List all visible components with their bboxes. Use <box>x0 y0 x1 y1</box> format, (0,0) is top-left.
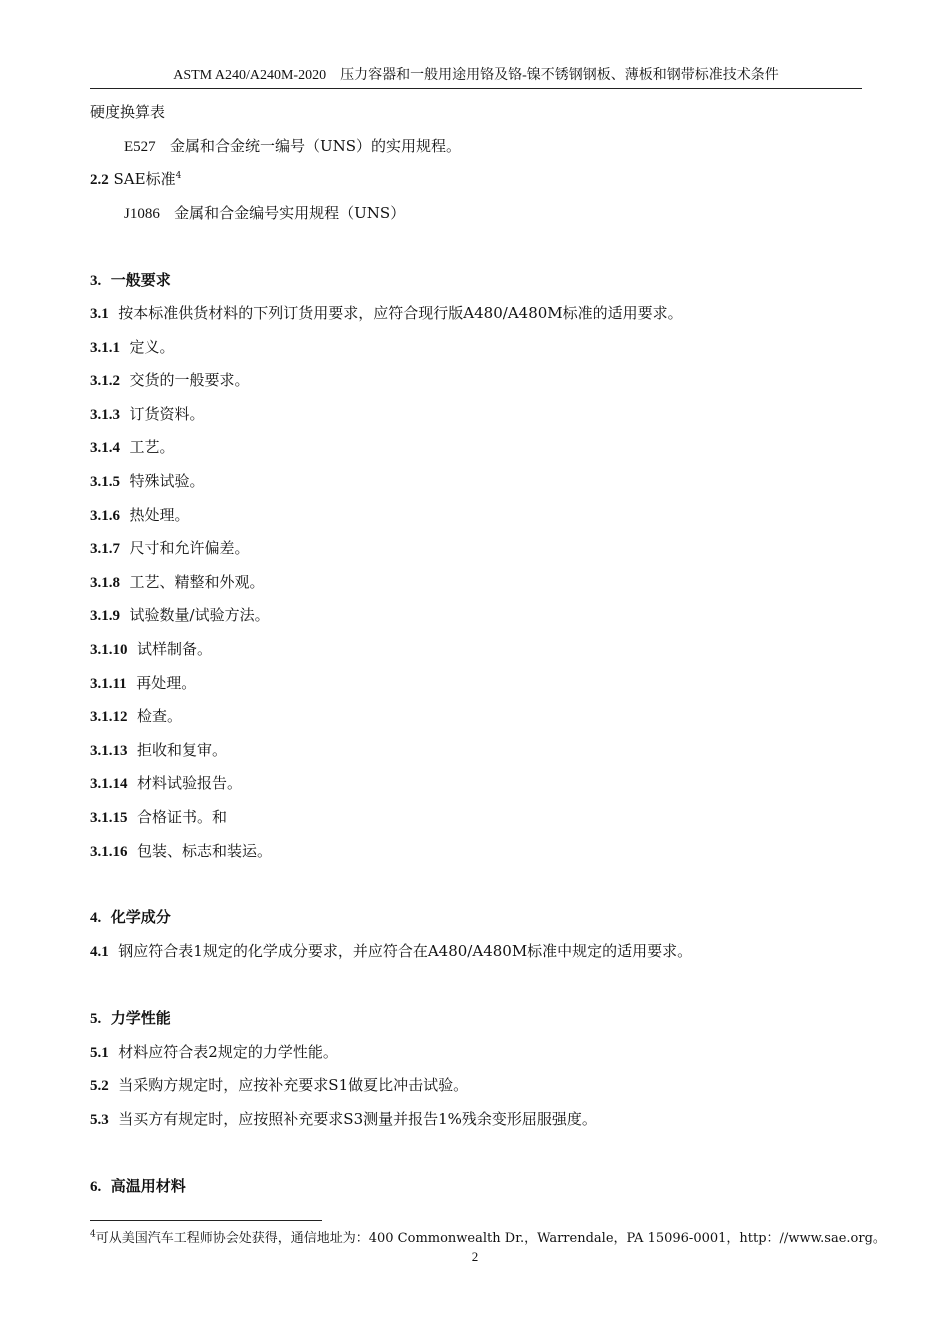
page-number: 2 <box>471 1249 479 1264</box>
clause: 3.1.11 再处理。 <box>90 674 197 692</box>
clause: 5.2 当采购方规定时，应按补充要求S1做夏比冲击试验。 <box>90 1076 469 1094</box>
clause: 3.1 按本标准供货材料的下列订货用要求，应符合现行版A480/A480M标准的适用要求。 <box>90 304 683 322</box>
footnote-separator <box>90 1220 322 1221</box>
clause: 3.1.7 尺寸和允许偏差。 <box>90 539 250 557</box>
text-line: 硬度换算表 <box>90 103 166 121</box>
footnote-ref: 4 <box>175 171 182 181</box>
section-heading: 4. 化学成分 <box>90 908 171 926</box>
footnote-mark: 4 <box>90 1229 96 1240</box>
clause: 5.3 当买方有规定时，应按照补充要求S3测量并报告1%残余变形屈服强度。 <box>90 1110 597 1128</box>
section-heading: 6. 高温用材料 <box>90 1177 186 1195</box>
clause: 3.1.2 交货的一般要求。 <box>90 371 250 389</box>
section-heading: 3. 一般要求 <box>90 271 171 289</box>
clause: 3.1.8 工艺、精整和外观。 <box>90 573 265 591</box>
footnote: $^4$可从美国汽车工程师协会处获得，通信地址为：400 Commonwealth Dr.，Warrendale，PA 15096-0001，http：//www.sae.org。 <box>90 1229 886 1246</box>
running-header: ASTM A240/A240M-2020 压力容器和一般用途用铬及铬-镍不锈钢钢板、薄板和钢带标准技术条件 <box>90 66 862 89</box>
clause: 5.1 材料应符合表2规定的力学性能。 <box>90 1043 338 1061</box>
clause: 3.1.9 试验数量/试验方法。 <box>90 606 270 624</box>
clause: 3.1.5 特殊试验。 <box>90 472 205 490</box>
clause: 3.1.13 拒收和复审。 <box>90 741 228 759</box>
clause: 3.1.14 材料试验报告。 <box>90 774 243 792</box>
section-heading: 5. 力学性能 <box>90 1009 171 1027</box>
clause: 3.1.3 订货资料。 <box>90 405 205 423</box>
clause: 3.1.6 热处理。 <box>90 506 190 524</box>
clause: 3.1.4 工艺。 <box>90 438 175 456</box>
reference-item: J1086 金属和合金编号实用规程（UNS） <box>124 204 406 222</box>
clause: 3.1.15 合格证书。和 <box>90 808 228 826</box>
subsection-heading: 2.2 SAE标准$^4$ <box>90 170 182 188</box>
clause: 4.1 钢应符合表1规定的化学成分要求，并应符合在A480/A480M标准中规定的适用要求。 <box>90 942 693 960</box>
clause: 3.1.16 包装、标志和装运。 <box>90 842 273 860</box>
reference-item: E527 金属和合金统一编号（UNS）的实用规程。 <box>124 137 462 155</box>
clause: 3.1.10 试样制备。 <box>90 640 213 658</box>
clause: 3.1.12 检查。 <box>90 707 183 725</box>
clause: 3.1.1 定义。 <box>90 338 175 356</box>
